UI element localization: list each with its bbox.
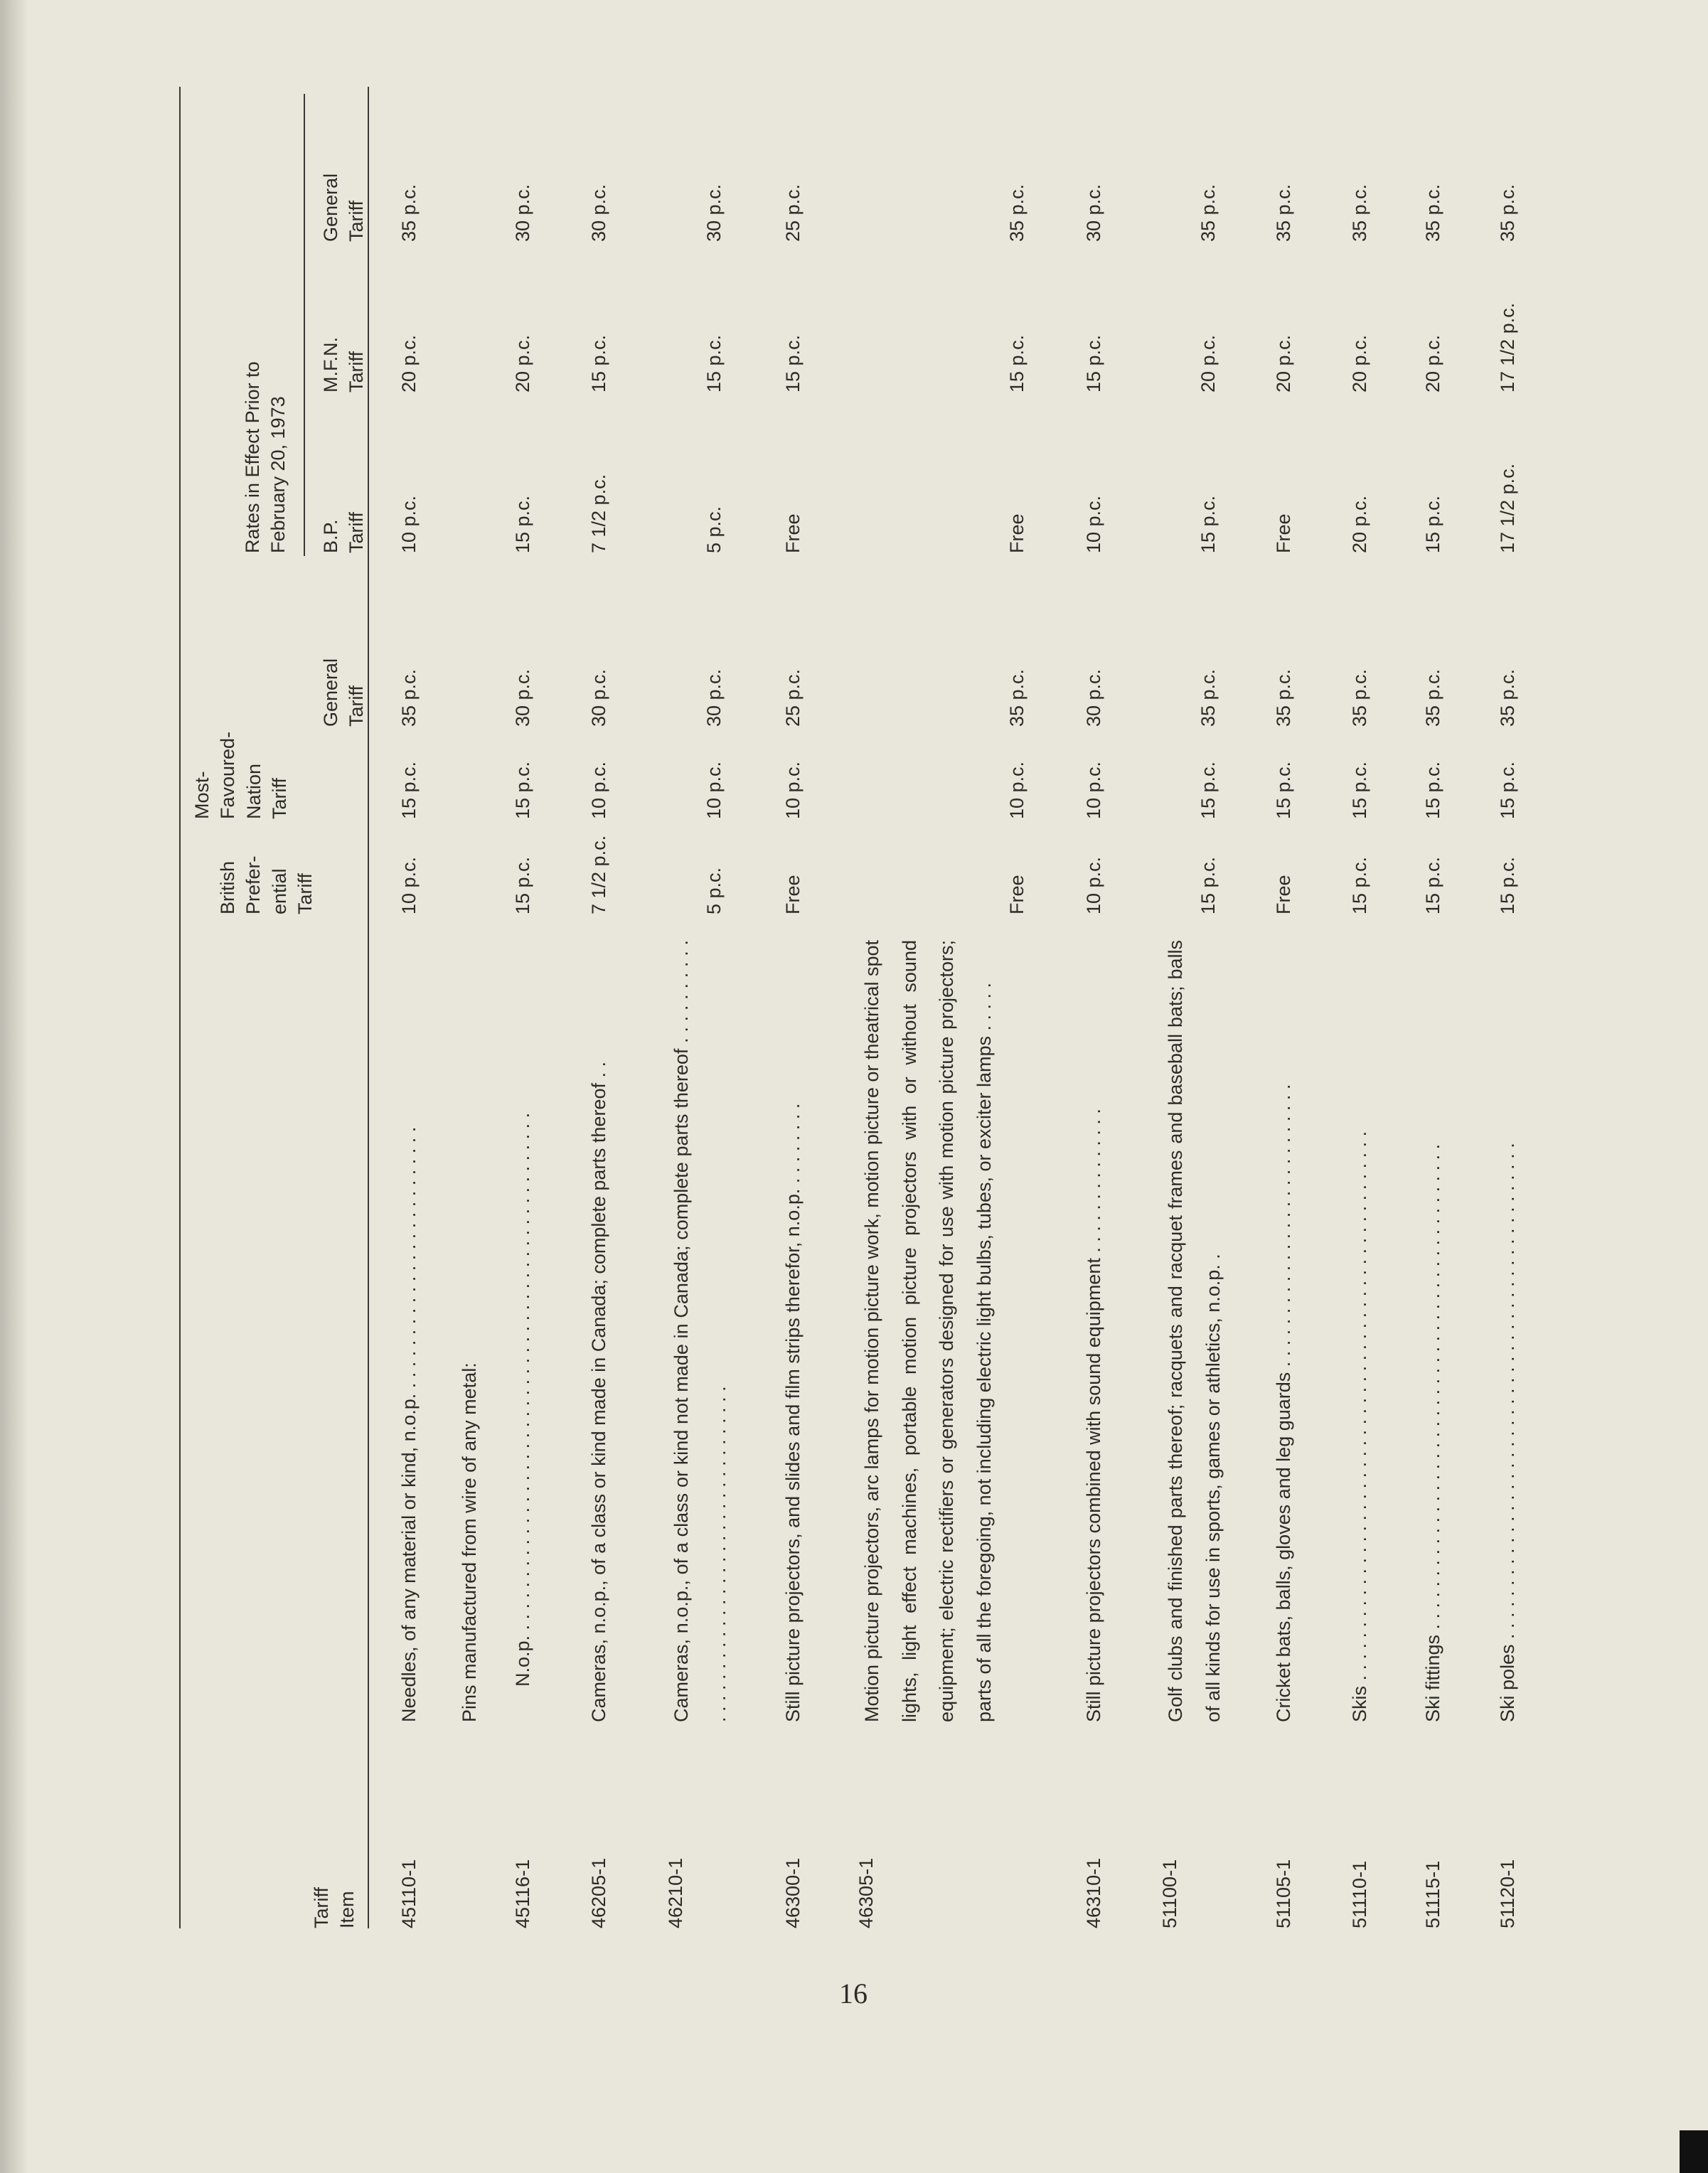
page-number: 16: [839, 1977, 868, 2009]
item-description: Still picture projectors, and slides and film strips therefor, n.o.p. . . . . . . . .: [782, 1103, 804, 1722]
rate-general: 30 p.c.: [588, 668, 609, 727]
rate-most-favoured: 10 p.c.: [588, 761, 609, 819]
tariff-item-number: 45110-1: [398, 1859, 420, 1928]
tariff-item-number: 51100-1: [1159, 1859, 1180, 1928]
item-description: Ski poles . . . . . . . . . . . . . . . . . . . . . . . . . . . . . . . . . . . . . . . . . . . . . . .: [1497, 1143, 1518, 1722]
old-rate-mfn: 17 1/2 p.c.: [1497, 302, 1518, 393]
old-rate-mfn: 15 p.c.: [782, 334, 804, 393]
old-rate-mfn: 20 p.c.: [398, 334, 420, 393]
old-rate-general: 35 p.c.: [1497, 183, 1518, 242]
old-rate-general: 35 p.c.: [1197, 183, 1219, 242]
old-rate-mfn: 20 p.c.: [1422, 334, 1443, 393]
item-description: Cricket bats, balls, gloves and leg guards . . . . . . . . . . . . . . . . . . . . . . . . . . .: [1273, 1084, 1294, 1722]
rate-most-favoured: 10 p.c.: [1006, 761, 1028, 819]
tariff-item-number: 46300-1: [782, 1857, 804, 1928]
header-british-preferential: British Prefer- ential Tariff: [217, 855, 316, 914]
rate-most-favoured: 10 p.c.: [703, 761, 725, 819]
rate-general: 35 p.c.: [1497, 668, 1518, 727]
old-rate-bp: 7 1/2 p.c.: [588, 474, 609, 553]
item-description: Ski fittings . . . . . . . . . . . . . . . . . . . . . . . . . . . . . . . . . . . . . . . . . . . . . .: [1422, 1143, 1443, 1722]
item-description: Motion picture projectors, arc lamps for motion picture work, motion picture or theatrical spot lights, light effect machines, portable motion picture projectors with or without sound equipment; electric rectifiers or generators designed for use with motion picture projectors; parts of all the foregoing, not including electric light bulbs, tubes, or exciter lamps . . . . .: [861, 940, 995, 1722]
rate-most-favoured: 10 p.c.: [1083, 761, 1104, 819]
old-rate-mfn: 15 p.c.: [588, 334, 609, 393]
rate-most-favoured: 15 p.c.: [1197, 761, 1219, 819]
old-rate-mfn: 20 p.c.: [1197, 334, 1219, 393]
page-binding-shadow: [0, 0, 28, 2173]
rate-british-preferential: 7 1/2 p.c.: [588, 835, 609, 914]
tariff-item-number: 46310-1: [1083, 1857, 1104, 1928]
old-rate-bp: 15 p.c.: [1422, 495, 1443, 553]
item-description: N.o.p. . . . . . . . . . . . . . . . . . . . . . . . . . . . . . . . . . . . . . . . . . . . . . . . . .: [512, 1112, 533, 1687]
old-rate-general: 30 p.c.: [512, 183, 533, 242]
old-rate-mfn: 15 p.c.: [1006, 334, 1028, 393]
rate-general: 35 p.c.: [1006, 668, 1028, 727]
old-rate-bp: 20 p.c.: [1349, 495, 1370, 553]
item-description: Needles, of any material or kind, n.o.p. . . . . . . . . . . . . . . . . . . . . . . . . .: [398, 1126, 420, 1722]
old-rate-mfn: 15 p.c.: [1083, 334, 1104, 393]
tariff-item-number: 45116-1: [512, 1859, 533, 1928]
rate-british-preferential: 15 p.c.: [1349, 856, 1370, 914]
rate-general: 35 p.c.: [1197, 668, 1219, 727]
old-rate-general: 30 p.c.: [703, 183, 725, 242]
rate-most-favoured: 10 p.c.: [782, 761, 804, 819]
item-description: Cameras, n.o.p., of a class or kind made in Canada; complete parts thereof . .: [588, 1062, 609, 1722]
old-rate-bp: Free: [1006, 513, 1028, 553]
rate-most-favoured: 15 p.c.: [1273, 761, 1294, 819]
header-bp-tariff: B.P. Tariff: [320, 511, 368, 553]
old-rate-general: 35 p.c.: [1006, 183, 1028, 242]
rate-most-favoured: 15 p.c.: [398, 761, 420, 819]
old-rate-bp: 17 1/2 p.c.: [1497, 463, 1518, 553]
rate-general: 35 p.c.: [398, 668, 420, 727]
rate-british-preferential: 15 p.c.: [1422, 856, 1443, 914]
old-rate-general: 35 p.c.: [1349, 183, 1370, 242]
rate-british-preferential: 5 p.c.: [703, 867, 725, 914]
old-rate-mfn: 20 p.c.: [1349, 334, 1370, 393]
tariff-item-number: 46205-1: [588, 1857, 609, 1928]
rates-subheader-rule: [304, 94, 305, 556]
old-rate-general: 30 p.c.: [588, 183, 609, 242]
item-description: Pins manufactured from wire of any metal:: [459, 1362, 480, 1722]
scan-corner: [1680, 2130, 1708, 2173]
rate-general: 30 p.c.: [512, 668, 533, 727]
header-tariff-item: Tariff Item: [311, 1886, 358, 1928]
header-most-favoured-nation: Most- Favoured- Nation Tariff: [191, 731, 291, 819]
tariff-item-number: 51120-1: [1497, 1859, 1518, 1928]
rate-general: 35 p.c.: [1349, 668, 1370, 727]
old-rate-mfn: 20 p.c.: [1273, 334, 1294, 393]
old-rate-bp: 10 p.c.: [1083, 495, 1104, 553]
rate-general: 30 p.c.: [703, 668, 725, 727]
header-mfn-tariff: M.F.N. Tariff: [320, 337, 368, 393]
old-rate-mfn: 20 p.c.: [512, 334, 533, 393]
rate-most-favoured: 15 p.c.: [1422, 761, 1443, 819]
rate-most-favoured: 15 p.c.: [1497, 761, 1518, 819]
header-general-tariff: General Tariff: [320, 173, 368, 242]
old-rate-general: 35 p.c.: [1273, 183, 1294, 242]
old-rate-bp: 15 p.c.: [1197, 495, 1219, 553]
rate-british-preferential: 15 p.c.: [1197, 856, 1219, 914]
rate-british-preferential: 10 p.c.: [398, 856, 420, 914]
old-rate-general: 25 p.c.: [782, 183, 804, 242]
rate-british-preferential: 15 p.c.: [1497, 856, 1518, 914]
header-rates-prior: Rates in Effect Prior to February 20, 1973: [242, 361, 289, 553]
rate-british-preferential: Free: [782, 875, 804, 914]
header-top-rule: [179, 87, 181, 1928]
old-rate-general: 30 p.c.: [1083, 183, 1104, 242]
rate-british-preferential: 10 p.c.: [1083, 856, 1104, 914]
item-description: Cameras, n.o.p., of a class or kind not made in Canada; complete parts thereof . . . . . . . . . . . . . . . . . . . . . . . . . . . . . . . . . . . . . . . . . .: [671, 940, 730, 1722]
rate-general: 35 p.c.: [1422, 668, 1443, 727]
header-general: General Tariff: [320, 658, 368, 727]
tariff-item-number: 51105-1: [1273, 1859, 1294, 1928]
item-description: Golf clubs and finished parts thereof; racquets and racquet frames and baseball bats; balls of all kinds for use in sports, games or athletics, n.o.p. .: [1165, 940, 1224, 1722]
item-description: Skis . . . . . . . . . . . . . . . . . . . . . . . . . . . . . . . . . . . . . . . . . . . . . . . . . . . .: [1349, 1131, 1370, 1722]
old-rate-mfn: 15 p.c.: [703, 334, 725, 393]
rate-general: 30 p.c.: [1083, 668, 1104, 727]
item-description: Still picture projectors combined with sound equipment . . . . . . . . . . . . . .: [1083, 1109, 1104, 1722]
rate-most-favoured: 15 p.c.: [1349, 761, 1370, 819]
old-rate-bp: 5 p.c.: [703, 506, 725, 553]
rate-general: 35 p.c.: [1273, 668, 1294, 727]
tariff-item-number: 46210-1: [665, 1857, 686, 1928]
rate-general: 25 p.c.: [782, 668, 804, 727]
old-rate-bp: Free: [1273, 513, 1294, 553]
old-rate-bp: 15 p.c.: [512, 495, 533, 553]
rate-british-preferential: Free: [1006, 875, 1028, 914]
rate-most-favoured: 15 p.c.: [512, 761, 533, 819]
old-rate-general: 35 p.c.: [1422, 183, 1443, 242]
tariff-item-number: 51115-1: [1422, 1860, 1443, 1928]
old-rate-bp: Free: [782, 513, 804, 553]
rate-british-preferential: 15 p.c.: [512, 856, 533, 914]
tariff-item-number: 46305-1: [855, 1857, 877, 1928]
old-rate-bp: 10 p.c.: [398, 495, 420, 553]
old-rate-general: 35 p.c.: [398, 183, 420, 242]
rate-british-preferential: Free: [1273, 875, 1294, 914]
tariff-table: [179, 87, 1516, 1928]
tariff-item-number: 51110-1: [1349, 1860, 1370, 1928]
